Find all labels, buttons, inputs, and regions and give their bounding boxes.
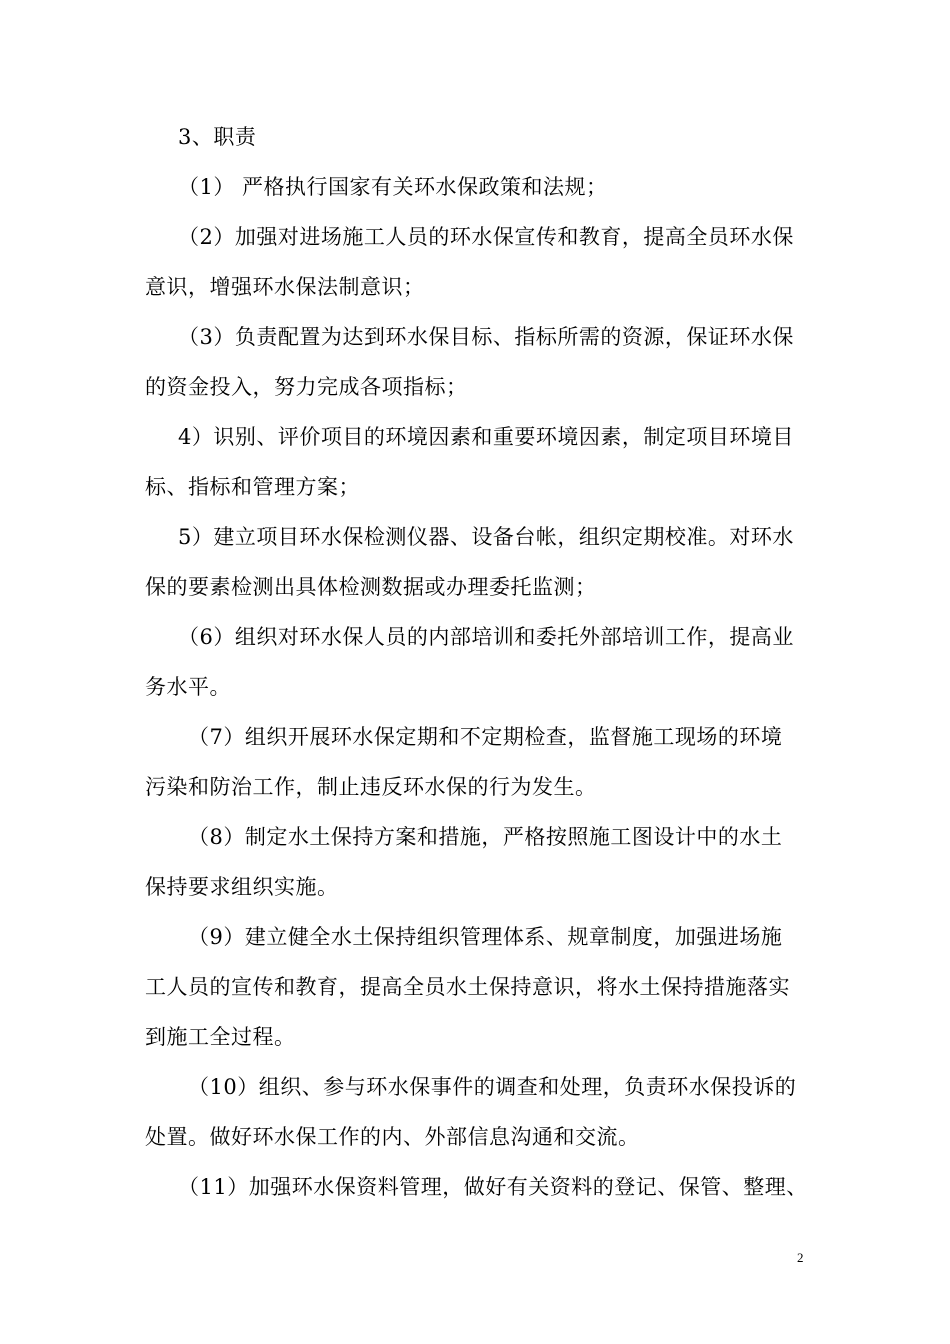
text-line: （7）组织开展环水保定期和不定期检查，监督施工现场的环境 (188, 725, 783, 749)
text-line: （6）组织对环水保人员的内部培训和委托外部培训工作，提高业 (178, 625, 794, 649)
text-line: （2）加强对进场施工人员的环水保宣传和教育，提高全员环水保 (178, 225, 794, 249)
text-line: 到施工全过程。 (145, 1025, 296, 1049)
text-line: 4）识别、评价项目的环境因素和重要环境因素，制定项目环境目 (178, 425, 794, 449)
text-line: （11）加强环水保资料管理，做好有关资料的登记、保管、整理、 (178, 1175, 808, 1199)
text-line: （10）组织、参与环水保事件的调查和处理，负责环水保投诉的 (188, 1075, 797, 1099)
section-heading: 3、职责 (178, 125, 257, 149)
page-number: 2 (797, 1250, 804, 1265)
text-line: 务水平。 (145, 675, 231, 699)
text-line: （3）负责配置为达到环水保目标、指标所需的资源，保证环水保 (178, 325, 794, 349)
text-line: （9）建立健全水土保持组织管理体系、规章制度，加强进场施 (188, 925, 783, 949)
text-line: 保持要求组织实施。 (145, 875, 339, 899)
text-line: 工人员的宣传和教育，提高全员水土保持意识，将水土保持措施落实 (145, 975, 790, 999)
text-line: 保的要素检测出具体检测数据或办理委托监测； (145, 575, 597, 599)
text-line: 5）建立项目环水保检测仪器、设备台帐，组织定期校准。对环水 (178, 525, 794, 549)
text-line: 污染和防治工作，制止违反环水保的行为发生。 (145, 775, 597, 799)
text-line: 处置。做好环水保工作的内、外部信息沟通和交流。 (145, 1125, 640, 1149)
text-line: 意识，增强环水保法制意识； (145, 275, 425, 299)
text-line: 标、指标和管理方案； (145, 475, 360, 499)
text-line: 的资金投入，努力完成各项指标； (145, 375, 468, 399)
text-line: （1） 严格执行国家有关环水保政策和法规； (178, 175, 608, 199)
text-line: （8）制定水土保持方案和措施，严格按照施工图设计中的水土 (188, 825, 783, 849)
